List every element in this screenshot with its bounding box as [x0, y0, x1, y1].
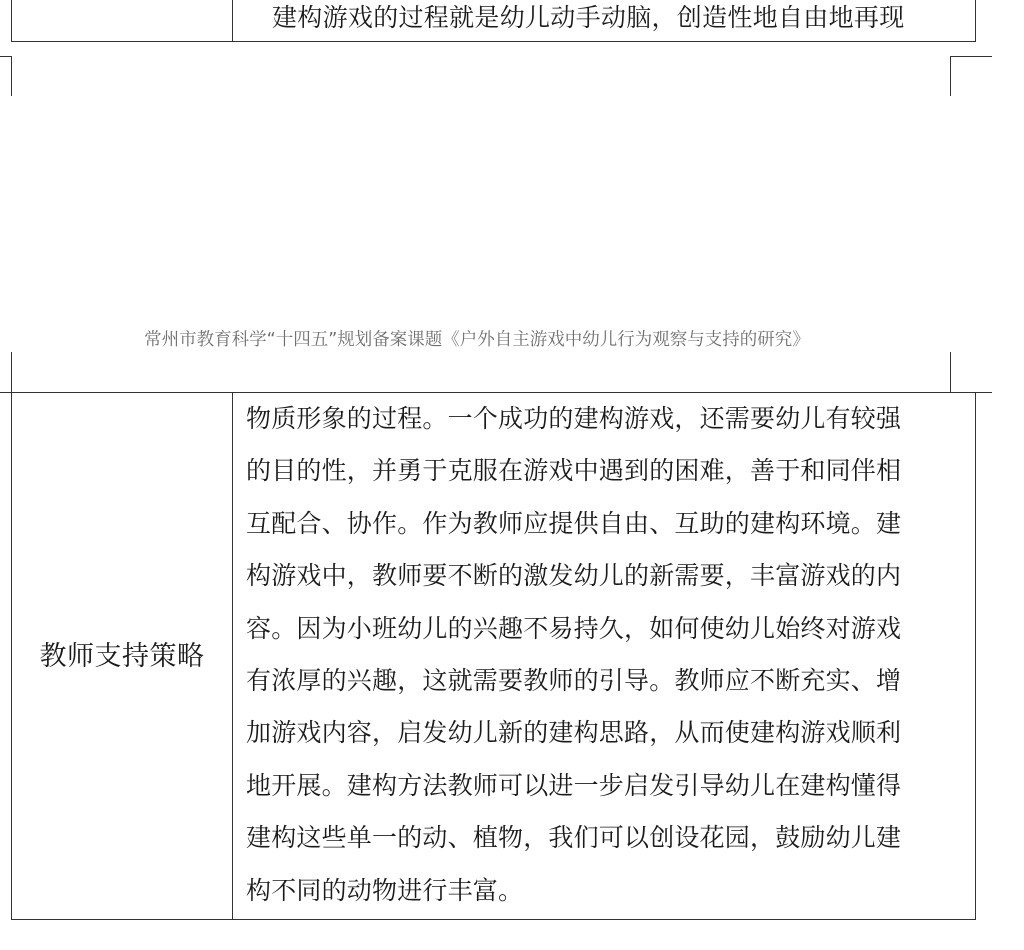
content-line: 有浓厚的兴趣，这就需要教师的引导。教师应不断充实、增	[246, 665, 902, 695]
content-line: 建构这些单一的动、植物，我们可以创设花园，鼓励幼儿建	[246, 823, 902, 853]
table-column-divider	[232, 392, 233, 920]
content-line: 容。因为小班幼儿的兴趣不易持久，如何使幼儿始终对游戏	[246, 613, 902, 643]
page-header-title: 常州市教育科学“十四五”规划备案课题《户外自主游戏中幼儿行为观察与支持的研究》	[144, 330, 810, 350]
prev-right-border	[975, 0, 976, 42]
row-label: 教师支持策略	[39, 640, 205, 672]
content-line: 地开展。建构方法教师可以进一步启发引导幼儿在建构懂得	[246, 770, 902, 800]
table-right-border	[975, 392, 976, 920]
prev-divider	[232, 0, 233, 42]
content-line: 加游戏内容，启发幼儿新的建构思路，从而使建构游戏顺利	[246, 718, 902, 748]
content-line: 互配合、协作。作为教师应提供自由、互助的建构环境。建	[246, 508, 902, 538]
content-line: 物质形象的过程。一个成功的建构游戏，还需要幼儿有较强	[246, 404, 902, 433]
content-line: 构不同的动物进行丰富。	[246, 875, 524, 905]
content-line: 构游戏中，教师要不断的激发幼儿的新需要，丰富游戏的内	[246, 561, 902, 591]
prev-bottom-border	[11, 41, 976, 42]
label-cell	[12, 393, 232, 920]
prev-left-border	[11, 0, 12, 42]
previous-content-tail: 建构游戏的过程就是幼儿动手动脑，创造性地自由地再现	[272, 3, 905, 32]
content-line: 的目的性，并勇于克服在游戏中遇到的困难，善于和同伴相	[246, 456, 902, 486]
content-cell	[246, 399, 966, 923]
